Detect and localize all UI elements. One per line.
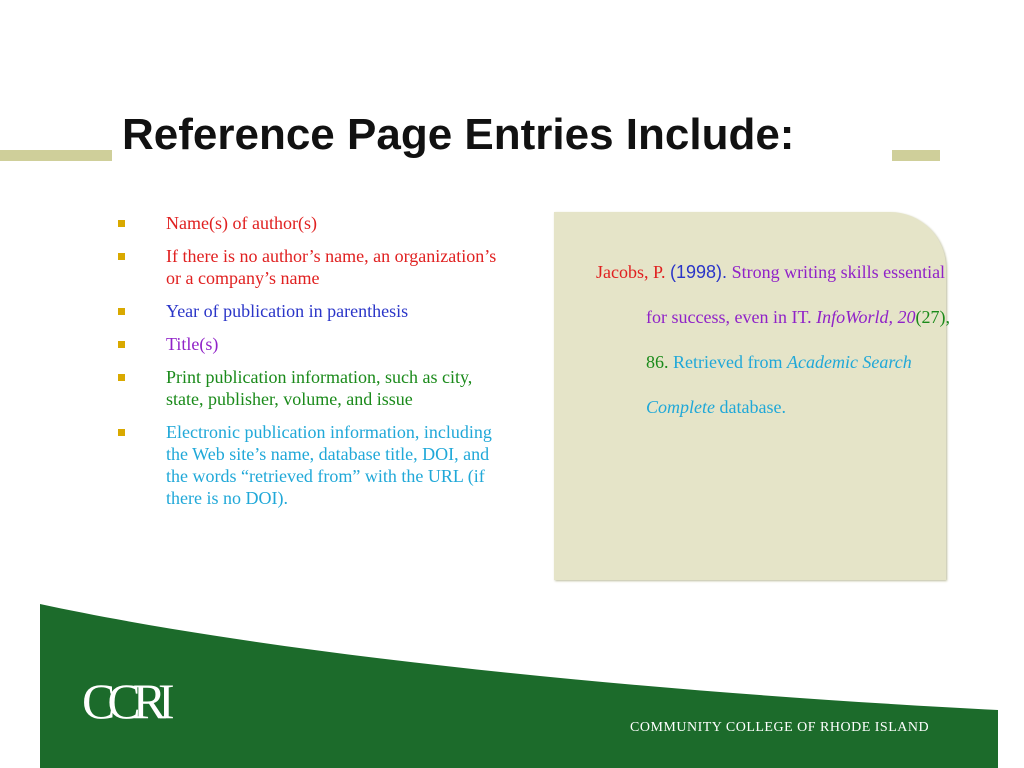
square-bullet-icon — [118, 374, 125, 381]
ref-retrieved: Retrieved from — [673, 352, 783, 372]
bullet-item — [114, 300, 514, 322]
bullet-text: Electronic publication information, including the Web site’s name, database title, DOI, and the words “retrieved from” with the URL (if there is no DOI). — [166, 422, 492, 508]
bullet-item — [114, 212, 514, 234]
ref-database-name: Academic Search Complete — [646, 352, 912, 417]
ref-journal-text: InfoWorld, 20 — [816, 307, 916, 327]
ccri-logo: CCRI — [82, 673, 167, 729]
square-bullet-icon — [118, 253, 125, 260]
bullet-text: Title(s) — [166, 334, 219, 354]
slide-title: Reference Page Entries Include: — [122, 110, 795, 159]
ref-title: Strong writing skills essential for success, even in IT. — [646, 262, 946, 327]
reference-entry — [596, 250, 966, 430]
bullet-text: Year of publication in parenthesis — [166, 301, 409, 321]
ref-author: Jacobs, P. — [596, 262, 666, 282]
bullet-text: If there is no author’s name, an organization’s or a company’s name — [166, 246, 497, 288]
square-bullet-icon — [118, 220, 125, 227]
bullet-item — [114, 366, 514, 410]
square-bullet-icon — [118, 308, 125, 315]
bullet-item — [114, 333, 514, 355]
college-name: COMMUNITY COLLEGE OF RHODE ISLAND — [630, 720, 930, 735]
ref-issue-pages: (27), 86. — [646, 307, 950, 372]
bullet-text: Name(s) of author(s) — [166, 213, 317, 233]
bullet-text: Print publication information, such as city, state, publisher, volume, and issue — [166, 367, 473, 409]
square-bullet-icon — [118, 341, 125, 348]
ref-database-word: database. — [719, 397, 786, 417]
bullet-item — [114, 245, 514, 289]
reference-example-box — [554, 212, 950, 580]
bullet-item — [114, 421, 514, 509]
bullet-list — [114, 212, 514, 520]
ref-year: (1998). — [670, 262, 728, 282]
square-bullet-icon — [118, 429, 125, 436]
ref-journal — [816, 307, 915, 327]
